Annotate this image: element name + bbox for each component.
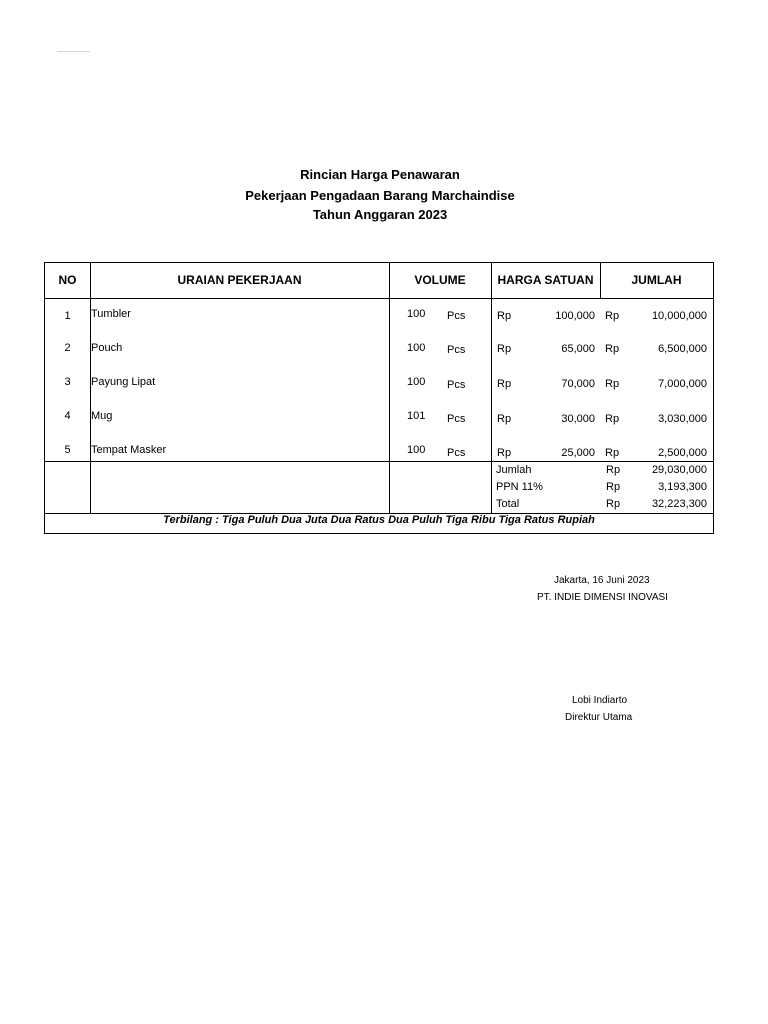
doc-subtitle: Pekerjaan Pengadaan Barang Marchaindise [245, 188, 515, 203]
row-no: 5 [64, 444, 71, 456]
col-divider [389, 263, 390, 513]
summary-currency: Rp [606, 481, 621, 493]
place-date: Jakarta, 16 Juni 2023 [554, 575, 650, 586]
row-total: 10,000,000 [651, 310, 707, 322]
row-total-currency: Rp [605, 343, 620, 355]
row-no: 4 [64, 410, 71, 422]
summary-label-total: Total [496, 498, 520, 510]
row-no: 1 [64, 310, 71, 322]
doc-title: Rincian Harga Penawaran [300, 167, 460, 182]
row-qty: 100 [407, 376, 426, 388]
row-unit: Pcs [447, 447, 466, 459]
row-unit: Pcs [447, 344, 466, 356]
corner-mark [57, 51, 90, 52]
row-qty: 100 [407, 308, 426, 320]
row-item: Pouch [91, 342, 123, 354]
col-header-volume: VOLUME [414, 273, 466, 287]
row-price: 25,000 [561, 447, 595, 459]
row-unit: Pcs [447, 310, 466, 322]
col-header-no: NO [58, 273, 77, 287]
terbilang-text: Terbilang : Tiga Puluh Dua Juta Dua Ratus Dua Puluh Tiga Ribu Tiga Ratus Rupiah [163, 514, 595, 526]
row-total: 2,500,000 [658, 447, 707, 459]
header-divider [45, 298, 713, 299]
row-total: 3,030,000 [658, 413, 707, 425]
row-price: 65,000 [561, 343, 595, 355]
row-price: 30,000 [561, 413, 595, 425]
row-qty: 100 [407, 444, 426, 456]
row-total-currency: Rp [605, 447, 620, 459]
col-header-jumlah: JUMLAH [631, 273, 682, 287]
summary-value-total: 32,223,300 [651, 498, 707, 510]
row-price-currency: Rp [497, 413, 512, 425]
signatory-position: Direktur Utama [565, 712, 633, 723]
col-header-harga: HARGA SATUAN [497, 273, 594, 287]
price-table [44, 262, 714, 534]
row-unit: Pcs [447, 413, 466, 425]
summary-label-ppn: PPN 11% [496, 481, 543, 493]
col-divider [90, 263, 91, 513]
row-item: Tumbler [91, 308, 131, 320]
doc-year: Tahun Anggaran 2023 [312, 207, 448, 222]
items-divider [45, 461, 713, 462]
row-item: Payung Lipat [91, 376, 156, 388]
row-price-currency: Rp [497, 447, 512, 459]
row-qty: 101 [407, 410, 426, 422]
row-total-currency: Rp [605, 413, 620, 425]
summary-value-ppn: 3,193,300 [658, 481, 707, 493]
row-no: 2 [64, 342, 71, 354]
row-item: Tempat Masker [91, 444, 167, 456]
row-price-currency: Rp [497, 310, 512, 322]
summary-currency: Rp [606, 498, 621, 510]
summary-value-jumlah: 29,030,000 [651, 464, 707, 476]
row-total: 7,000,000 [658, 378, 707, 390]
col-divider [491, 263, 492, 513]
row-price: 100,000 [555, 310, 595, 322]
company-name: PT. INDIE DIMENSI INOVASI [537, 592, 668, 603]
col-header-uraian: URAIAN PEKERJAAN [177, 273, 302, 287]
row-price-currency: Rp [497, 378, 512, 390]
summary-label-jumlah: Jumlah [496, 464, 532, 476]
row-price-currency: Rp [497, 343, 512, 355]
summary-currency: Rp [606, 464, 621, 476]
row-no: 3 [64, 376, 71, 388]
row-total-currency: Rp [605, 310, 620, 322]
row-item: Mug [91, 410, 113, 422]
signatory-name: Lobi Indiarto [572, 695, 628, 706]
row-qty: 100 [407, 342, 426, 354]
row-unit: Pcs [447, 379, 466, 391]
row-price: 70,000 [561, 378, 595, 390]
row-total-currency: Rp [605, 378, 620, 390]
row-total: 6,500,000 [658, 343, 707, 355]
